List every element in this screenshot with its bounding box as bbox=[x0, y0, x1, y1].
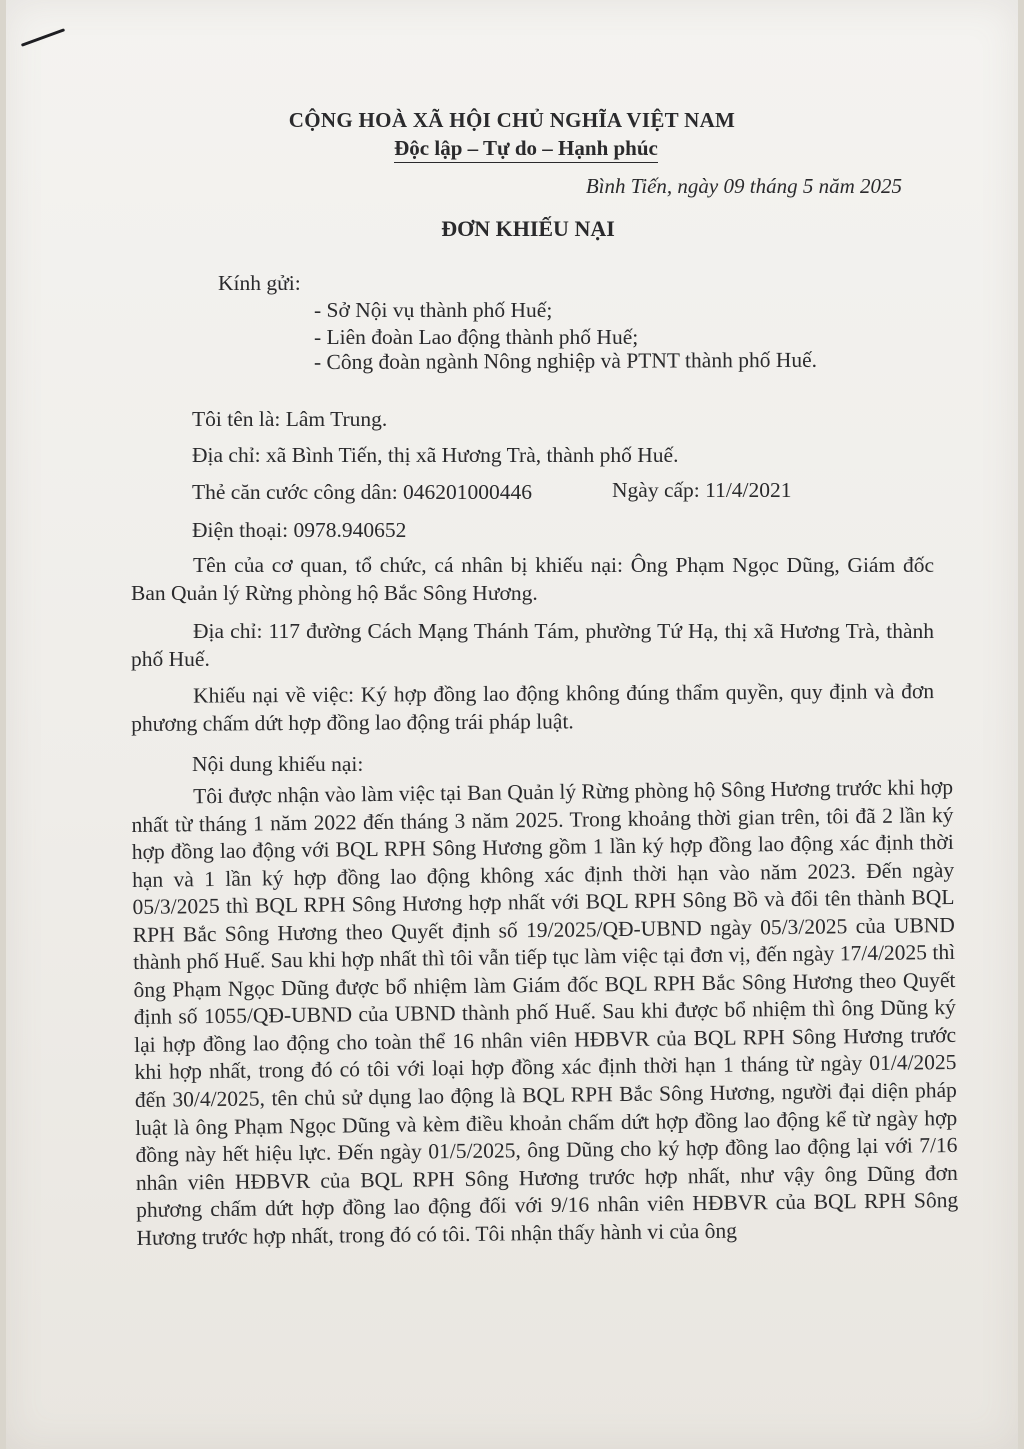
respondent-paragraph: Tên của cơ quan, tổ chức, cá nhân bị khiếu nại: Ông Phạm Ngọc Dũng, Giám đốc Ban Quản lý Rừng phòng hộ Bắc Sông Hương. bbox=[131, 553, 934, 605]
applicant-name: Tôi tên là: Lâm Trung. bbox=[192, 407, 388, 431]
pen-mark bbox=[21, 28, 65, 47]
content-heading: Nội dung khiếu nại: bbox=[192, 752, 364, 776]
document-title: ĐƠN KHIẾU NẠI bbox=[441, 216, 615, 241]
recipient-item: - Sở Nội vụ thành phố Huế; bbox=[314, 298, 553, 322]
recipient-item: - Liên đoàn Lao động thành phố Huế; bbox=[314, 325, 639, 349]
national-motto bbox=[0, 136, 1024, 161]
national-header: CỘNG HOÀ XÃ HỘI CHỦ NGHĨA VIỆT NAM bbox=[288, 108, 736, 132]
place-date: Bình Tiến, ngày 09 tháng 5 năm 2025 bbox=[585, 174, 902, 198]
motto-text: Độc lập – Tự do – Hạnh phúc bbox=[394, 136, 658, 163]
applicant-id: Thẻ căn cước công dân: 046201000446 bbox=[192, 480, 533, 504]
applicant-id-issue-date: Ngày cấp: 11/4/2021 bbox=[612, 478, 792, 502]
content-paragraph: Tôi được nhận vào làm việc tại Ban Quản lý Rừng phòng hộ Sông Hương trước khi hợp nhất từ tháng 1 năm 2022 đến tháng 3 năm 2025. Trong khoảng thời gian trên, tôi đã 2 lần ký hợp đồng lao động với BQL RPH Sông Hương gồm 1 lần ký hợp đồng lao động xác định thời hạn và 1 lần ký hợp đồng lao động không xác định thời hạn vào năm 2023. Đến ngày 05/3/2025 thì BQL RPH Sông Hương hợp nhất với BQL RPH Sông Bồ và đổi tên thành BQL RPH Bắc Sông Hương theo Quyết định số 19/2025/QĐ-UBND ngày 05/3/2025 của UBND thành phố Huế. Sau khi hợp nhất thì tôi vẫn tiếp tục làm việc tại đơn vị, đến ngày 17/4/2025 thì ông Phạm Ngọc Dũng được bổ nhiệm làm Giám đốc BQL RPH Bắc Sông Hương theo Quyết định số 1055/QĐ-UBND của UBND thành phố Huế. Sau khi được bổ nhiệm thì ông Dũng ký lại hợp đồng lao động cho toàn thể 16 nhân viên HĐBVR của BQL RPH Sông Hương trước khi hợp nhất, trong đó có tôi với loại hợp đồng xác định thời hạn 1 tháng từ ngày 01/4/2025 đến 30/4/2025, tên chủ sử dụng lao động là BQL RPH Bắc Sông Hương, người đại diện pháp luật là ông Phạm Ngọc Dũng và kèm điều khoản chấm dứt hợp đồng lao động kể từ ngày hợp đồng này hết hiệu lực. Đến ngày 01/5/2025, ông Dũng cho ký hợp đồng lao động lại với 7/16 nhân viên HĐBVR của BQL RPH Sông Hương trước hợp nhất, như vậy ông Dũng đơn phương chấm dứt hợp đồng lao động đối với 9/16 nhân viên HĐBVR của BQL RPH Sông Hương trước hợp nhất, trong đó có tôi. Tôi nhận thấy hành vi của ông bbox=[131, 774, 959, 1250]
recipient-item: - Công đoàn ngành Nông nghiệp và PTNT thành phố Huế. bbox=[313, 347, 818, 374]
recipients-intro: Kính gửi: bbox=[218, 271, 301, 295]
applicant-address: Địa chỉ: xã Bình Tiến, thị xã Hương Trà, thành phố Huế. bbox=[192, 443, 679, 467]
applicant-phone: Điện thoại: 0978.940652 bbox=[192, 518, 407, 542]
respondent-address-paragraph: Địa chỉ: 117 đường Cách Mạng Thánh Tám, phường Tứ Hạ, thị xã Hương Trà, thành phố Huế. bbox=[131, 619, 934, 671]
subject-paragraph: Khiếu nại về việc: Ký hợp đồng lao động không đúng thẩm quyền, quy định và đơn phương chấm dứt hợp đồng lao động trái pháp luật. bbox=[131, 679, 935, 736]
